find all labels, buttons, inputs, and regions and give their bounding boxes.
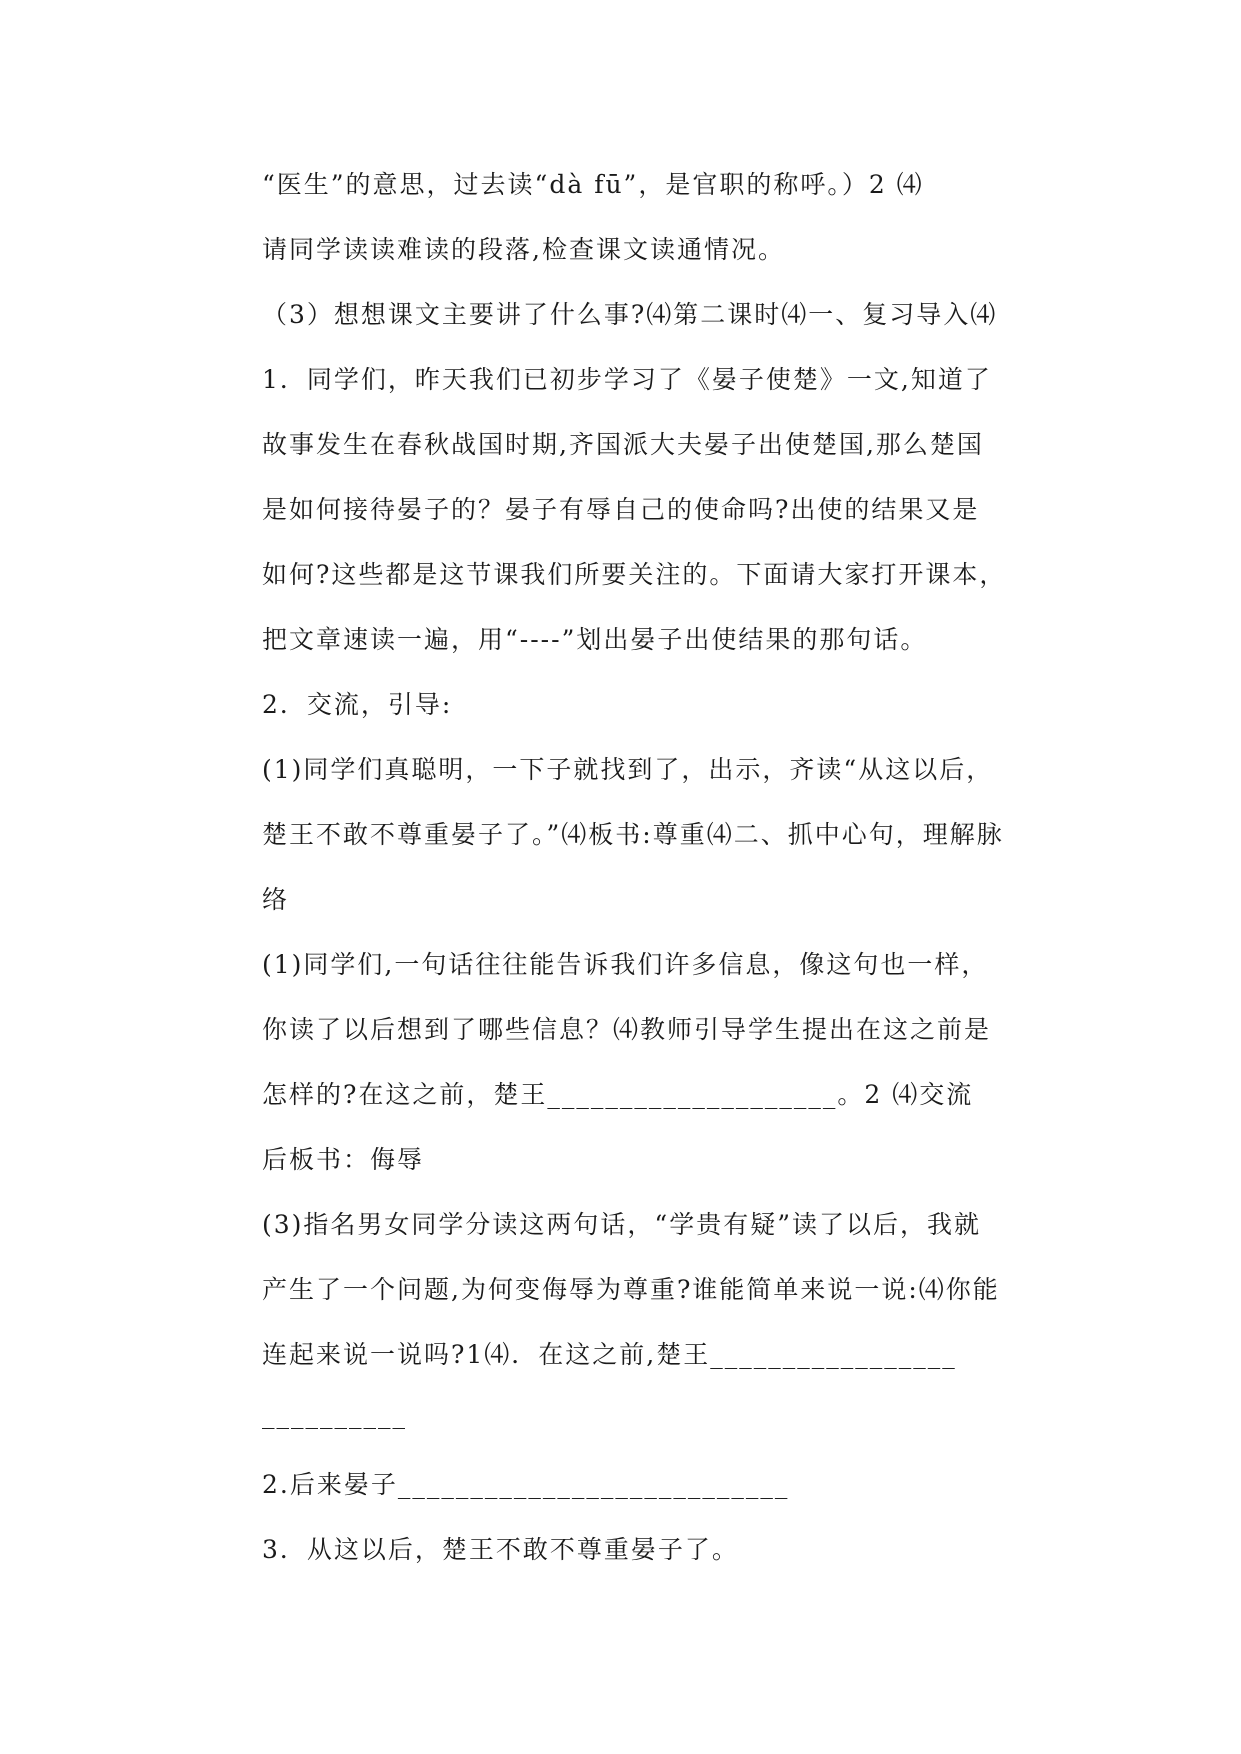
text-line: （3）想想课文主要讲了什么事?⑷第二课时⑷一、复习导入⑷ — [262, 300, 998, 329]
text-line: 故事发生在春秋战国时期,齐国派大夫晏子出使楚国,那么楚国 — [262, 430, 984, 459]
text-line: 把文章速读一遍，用“----”划出晏子出使结果的那句话。 — [262, 625, 928, 654]
text-line: 络 — [262, 885, 290, 914]
text-line: 后板书：侮辱 — [262, 1145, 425, 1174]
text-line: 产生了一个问题,为何变侮辱为尊重?谁能简单来说一说:⑷你能 — [262, 1275, 1000, 1304]
text-line: (3)指名男女同学分读这两句话，“学贵有疑”读了以后，我就 — [262, 1210, 981, 1239]
text-line: 2.后来晏子___________________________ — [262, 1470, 790, 1499]
text-line: 是如何接待晏子的？晏子有辱自己的使命吗?出使的结果又是 — [262, 495, 980, 524]
text-line: 连起来说一说吗?1⑷．在这之前,楚王_________________ — [262, 1340, 957, 1369]
text-line: 楚王不敢不尊重晏子了。”⑷板书:尊重⑷二、抓中心句，理解脉 — [262, 820, 1004, 849]
text-line: 3．从这以后，楚王不敢不尊重晏子了。 — [262, 1535, 739, 1564]
text-line: “医生”的意思，过去读“dà fū”，是官职的称呼。）2 ⑷ — [262, 170, 924, 199]
text-line: 如何?这些都是这节课我们所要关注的。下面请大家打开课本， — [262, 560, 1007, 589]
text-line: 怎样的?在这之前，楚王____________________。2 ⑷交流 — [262, 1080, 974, 1109]
text-line: 1．同学们，昨天我们已初步学习了《晏子使楚》一文,知道了 — [262, 365, 992, 394]
text-line: __________ — [262, 1400, 407, 1429]
text-line: 2．交流，引导: — [262, 690, 453, 719]
text-line: 请同学读读难读的段落,检查课文读通情况。 — [262, 235, 785, 264]
text-line: 你读了以后想到了哪些信息？⑷教师引导学生提出在这之前是 — [262, 1015, 992, 1044]
text-line: (1)同学们真聪明，一下子就找到了，出示，齐读“从这以后， — [262, 755, 994, 784]
text-line: (1)同学们,一句话往往能告诉我们许多信息，像这句也一样， — [262, 950, 989, 979]
